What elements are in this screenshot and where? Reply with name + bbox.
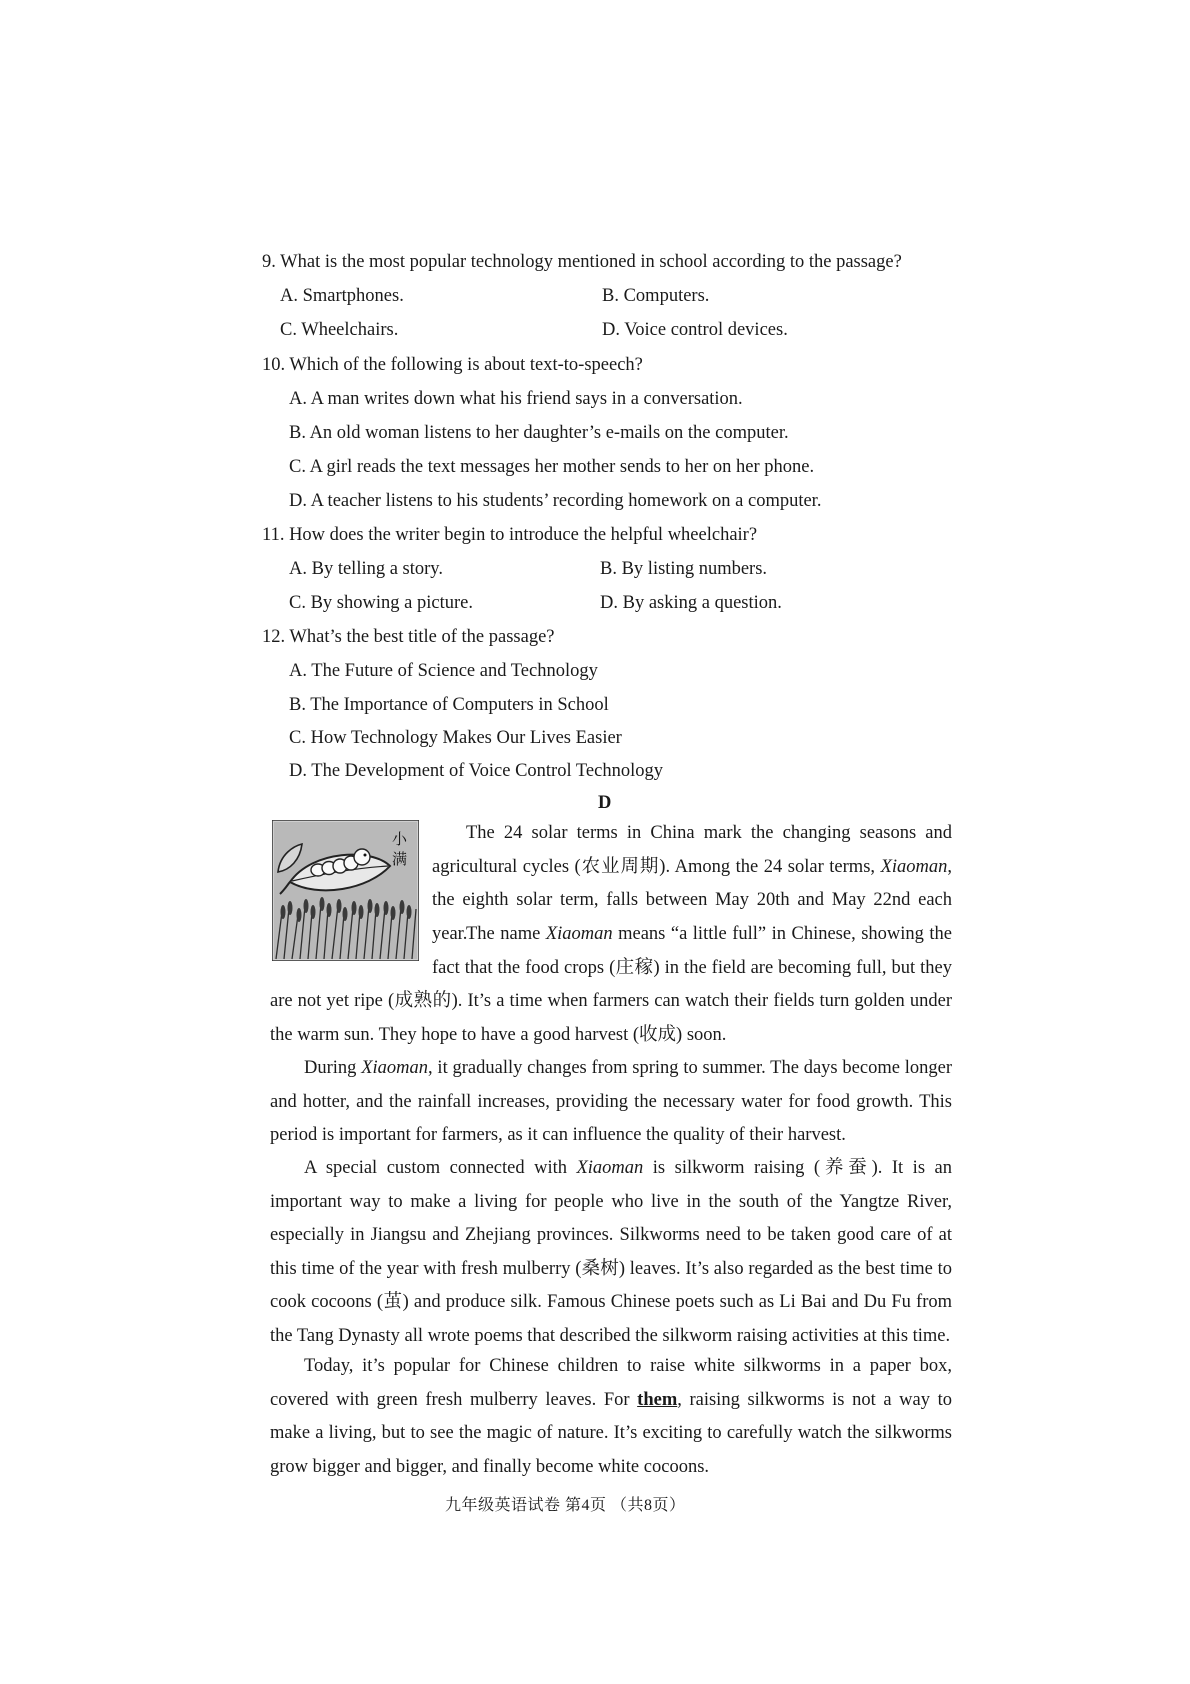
p5-text-c: , raising silkworms is not a way to make a living, but to see the magic of nature. It’s exciting to carefully watch the silkworms grow bigger and bigger, and finally become white cocoons. <box>270 1389 952 1477</box>
passage-paragraph-4 <box>270 1152 952 1353</box>
question-12-option-c: C. How Technology Makes Our Lives Easier <box>289 728 622 748</box>
question-11-option-a: A. By telling a story. <box>289 559 443 579</box>
question-12-option-a: A. The Future of Science and Technology <box>289 661 598 681</box>
question-10-option-d: D. A teacher listens to his students’ recording homework on a computer. <box>289 491 822 511</box>
p1-term: Xiaoman <box>880 856 948 877</box>
question-11-option-b: B. By listing numbers. <box>600 559 768 579</box>
p4-term: Xiaoman <box>576 1158 644 1178</box>
p4-text-c: is silkworm raising (养蚕). It is an important way to make a living for people who live in the south of the Yangtze River, especially in Jiangsu and Zhejiang provinces. Silkworms need to be taken good care of at this time of the year with fresh mulberry (桑树) leaves. It’s also regarded as the best time to cook cocoons (茧) and produce silk. Famous Chinese poets such as Li Bai and Du Fu from the Tang Dynasty all wrote poems that described the silkworm raising activities at this time. <box>270 1158 952 1346</box>
question-11-option-d: D. By asking a question. <box>600 593 782 613</box>
illustration-float-spacer <box>270 918 432 984</box>
p3-text-a: During <box>304 1058 362 1078</box>
question-9-option-a: A. Smartphones. <box>280 286 404 306</box>
question-10-option-a: A. A man writes down what his friend says in a conversation. <box>289 389 743 409</box>
p5-text-a: Today, it’s popular for Chinese children to raise white silkworms in a paper box, covered with green fresh mulberry leaves. For <box>270 1356 952 1410</box>
p2-term: Xiaoman <box>545 924 613 944</box>
passage-paragraph-3 <box>270 1052 952 1153</box>
question-9-option-d: D. Voice control devices. <box>602 320 788 340</box>
svg-text:满: 满 <box>392 850 408 868</box>
question-12-stem: 12. What’s the best title of the passage? <box>262 627 555 647</box>
question-9-stem: 9. What is the most popular technology mentioned in school according to the passage? <box>262 252 902 272</box>
section-title: D <box>598 793 612 813</box>
question-12-option-b: B. The Importance of Computers in School <box>289 695 609 715</box>
p5-underlined-word: them <box>637 1389 678 1410</box>
question-10-stem: 10. Which of the following is about text-to-speech? <box>262 355 643 375</box>
p4-text-a: A special custom connected with <box>304 1158 577 1178</box>
question-9-option-b: B. Computers. <box>602 286 710 306</box>
svg-text:小: 小 <box>392 830 408 848</box>
p3-term: Xiaoman <box>361 1058 429 1078</box>
p3-text-c: , it gradually changes from spring to summer. The days become longer and hotter, and the rainfall increases, providing the necessary water for food growth. This period is important for farmers, as it can influence the quality of their harvest. <box>270 1058 952 1145</box>
question-10-option-c: C. A girl reads the text messages her mother sends to her on her phone. <box>289 457 815 477</box>
p1-text-a: The 24 solar terms in China mark the changing seasons and agricultural cycles (农业周期). Among the 24 solar terms, <box>432 823 952 877</box>
question-11-stem: 11. How does the writer begin to introduce the helpful wheelchair? <box>262 525 758 545</box>
question-11-option-c: C. By showing a picture. <box>289 593 473 613</box>
passage-paragraph-2 <box>270 918 952 1052</box>
p1-text-c: , the eighth solar term, falls between May 20th and May 22nd each year. <box>432 856 952 944</box>
passage-paragraph-5 <box>270 1350 952 1484</box>
question-10-option-b: B. An old woman listens to her daughter’s e-mails on the computer. <box>289 423 789 443</box>
p2-text-a: The name <box>466 924 546 944</box>
question-9-option-c: C. Wheelchairs. <box>280 320 399 340</box>
question-12-option-d: D. The Development of Voice Control Technology <box>289 761 663 781</box>
page-footer: 九年级英语试卷 第4页 （共8页） <box>445 1497 686 1514</box>
p2-text-c: means “a little full” in Chinese, showing the fact that the food crops (庄稼) in the field are becoming full, but they are not yet ripe (成熟的). It’s a time when farmers can watch their fields turn golden under the warm sun. They hope to have a good harvest (收成) soon. <box>270 924 952 1045</box>
